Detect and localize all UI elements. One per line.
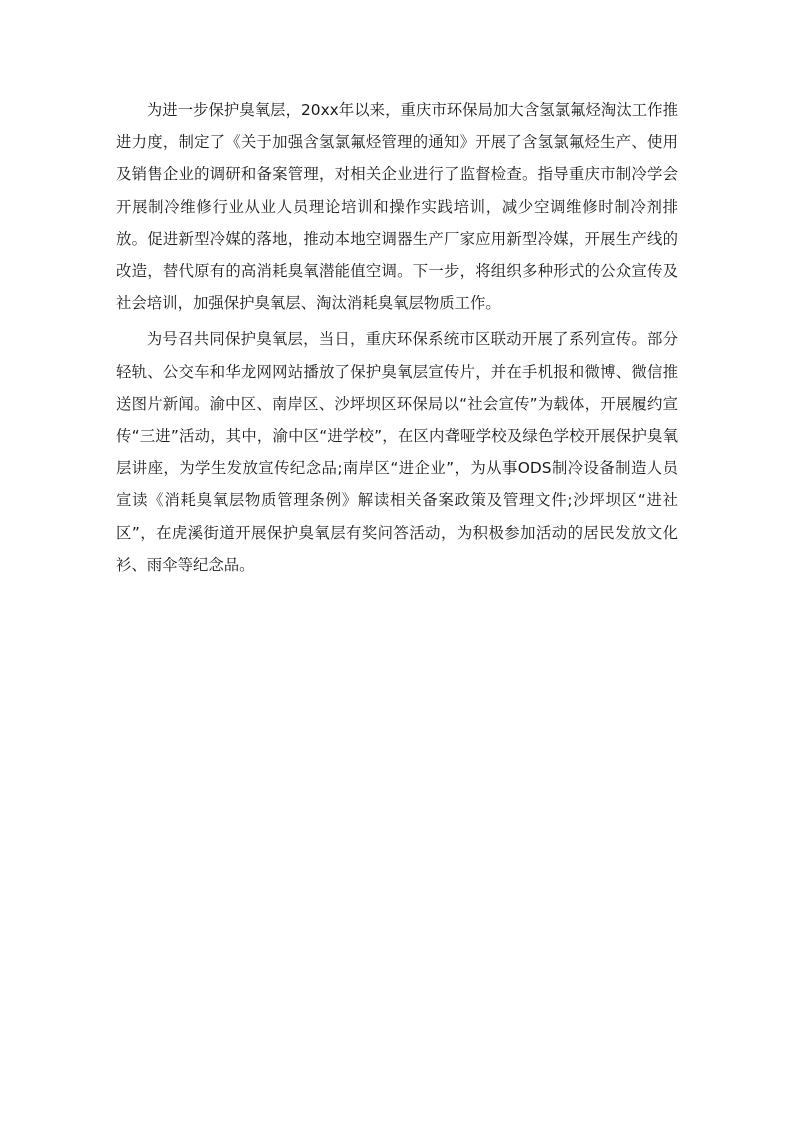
- paragraph-ozone-protection-measures: 为进一步保护臭氧层，20xx年以来，重庆市环保局加大含氢氯氟烃淘汰工作推进力度，制定了《关于加强含氢氯氟烃管理的通知》开展了含氢氯氟烃生产、使用及销售企业的调研和备案管理，对相关企业进行了监督检查。指导重庆市制冷学会开展制冷维修行业从业人员理论培训和操作实践培训，减少空调维修时制冷剂排放。促进新型冷媒的落地，推动本地空调器生产厂家应用新型冷媒，开展生产线的改造，替代原有的高消耗臭氧潜能值空调。下一步，将组织多种形式的公众宣传及社会培训，加强保护臭氧层、淘汰消耗臭氧层物质工作。: [116, 101, 678, 313]
- document-body: [116, 94, 678, 585]
- paragraph-publicity-activities: 为号召共同保护臭氧层，当日，重庆环保系统市区联动开展了系列宣传。部分轻轨、公交车和华龙网网站播放了保护臭氧层宣传片，并在手机报和微博、微信推送图片新闻。渝中区、南岸区、沙坪坝区环保局以“社会宣传”为载体，开展履约宣传“三进”活动，其中，渝中区“进学校”，在区内聋哑学校及绿色学校开展保护臭氧层讲座，为学生发放宣传纪念品;南岸区“进企业”，为从事ODS制冷设备制造人员宣读《消耗臭氧层物质管理条例》解读相关备案政策及管理文件;沙坪坝区“进社区”，在虎溪街道开展保护臭氧层有奖问答活动，为积极参加活动的居民发放文化衫、雨伞等纪念品。: [116, 330, 678, 574]
